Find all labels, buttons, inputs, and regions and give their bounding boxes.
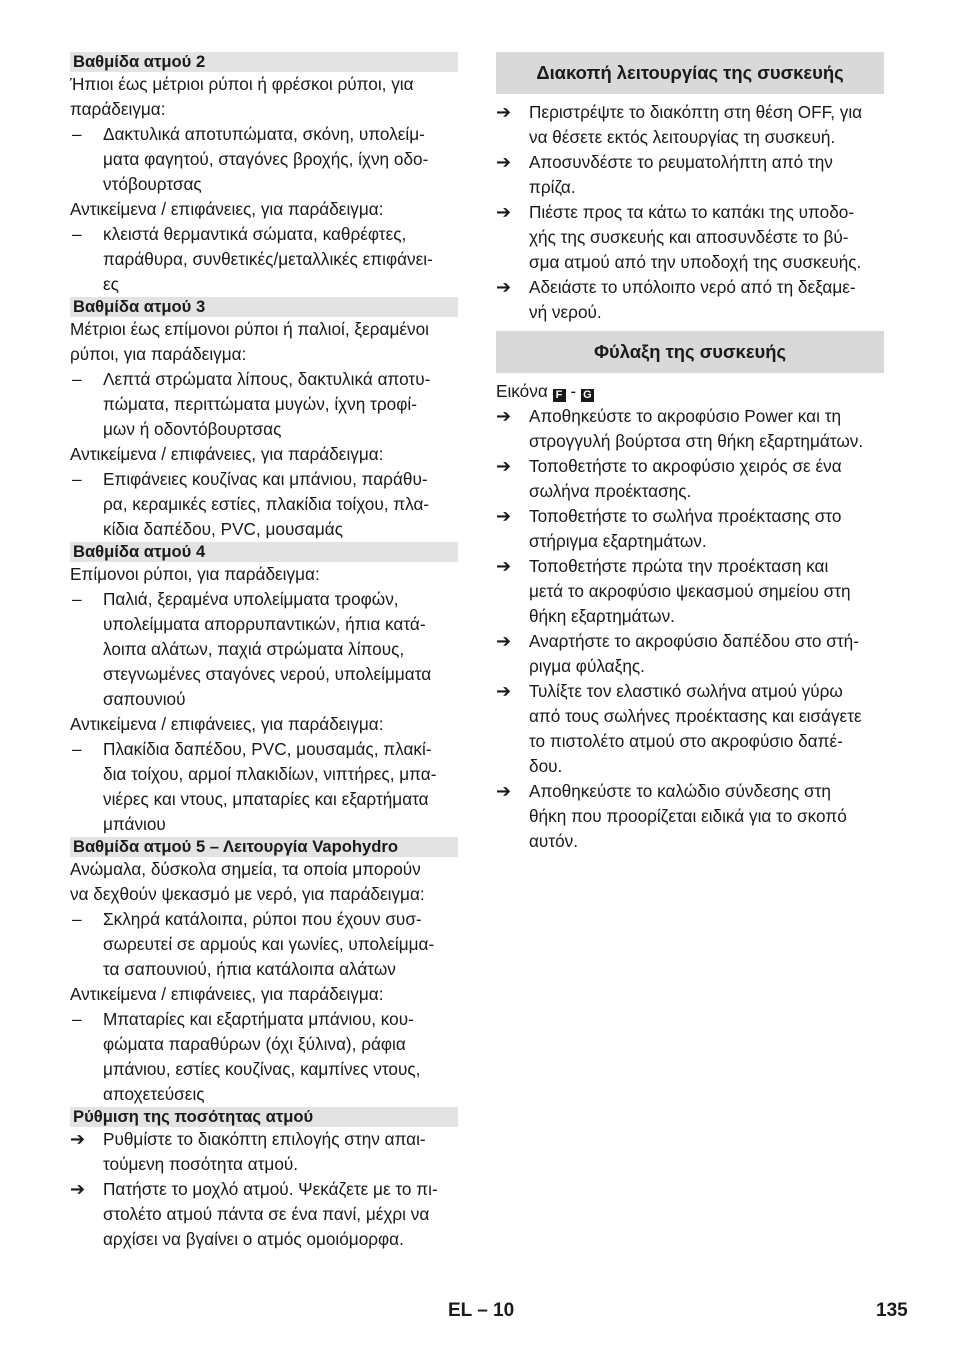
arrow-right-icon: ➔ (496, 556, 512, 576)
arrow-right-icon: ➔ (496, 681, 512, 701)
shutdown-step-1: ➔ Περιστρέψτε το διακόπτη στη θέση OFF, για να θέσετε εκτός λειτουργίας τη συσκευή. (496, 102, 863, 147)
storage-step-2: ➔ Τοποθετήστε το ακροφύσιο χειρός σε ένα σωλήνα προέκτασης. (496, 456, 842, 501)
shutdown-heading: Διακοπή λειτουργίας της συσκευής (496, 52, 884, 94)
steam-amount-heading: Ρύθμιση της ποσότητας ατμού (70, 1107, 458, 1127)
right-column (496, 52, 884, 854)
storage-heading: Φύλαξη της συσκευής (496, 331, 884, 373)
storage-step-7: ➔ Αποθηκεύστε το καλώδιο σύνδεσης στη θήκη που προορίζεται ειδικά για το σκοπό αυτόν. (496, 781, 847, 851)
arrow-right-icon: ➔ (496, 102, 512, 122)
storage-step-4: ➔ Τοποθετήστε πρώτα την προέκταση και μετά το ακροφύσιο ψεκασμού σημείου στη θήκη εξαρτημάτων. (496, 556, 851, 626)
steam-level-3-dirt-item: – Λεπτά στρώματα λίπους, δακτυλικά αποτυ- πώματα, περιττώματα μυγών, ίχνη τροφί- μων ή οδοντόβουρτσας (72, 369, 431, 439)
shutdown-step-2: ➔ Αποσυνδέστε το ρευματολήπτη από την πρίζα. (496, 152, 833, 197)
steam-amount-step-2: ➔ Πατήστε το μοχλό ατμού. Ψεκάζετε με το πι- στολέτο ατμού πάντα σε ένα πανί, μέχρι να αρχίσει να βγαίνει ο ατμός ομοιόμορφα. (70, 1179, 438, 1249)
dash-bullet: – (72, 224, 82, 244)
arrow-right-icon: ➔ (496, 406, 512, 426)
storage-step-3: ➔ Τοποθετήστε το σωλήνα προέκτασης στο στήριγμα εξαρτημάτων. (496, 506, 842, 551)
page-number: 135 (876, 1300, 908, 1321)
steam-level-3-intro: Μέτριοι έως επίμονοι ρύποι ή παλιοί, ξεραμένοι ρύποι, για παράδειγμα: (70, 319, 429, 364)
storage-step-5: ➔ Αναρτήστε το ακροφύσιο δαπέδου στο στή- ριγμα φύλαξης. (496, 631, 859, 676)
storage-step-6: ➔ Τυλίξτε τον ελαστικό σωλήνα ατμού γύρω από τους σωλήνες προέκτασης και εισάγετε το πιστολέτο ατμού στο ακροφύσιο δαπέ- δου. (496, 681, 862, 776)
dash-bullet: – (72, 469, 82, 489)
steam-level-4-surfaces-item: – Πλακίδια δαπέδου, PVC, μουσαμάς, πλακί- δια τοίχου, αρμοί πλακιδίων, νιπτήρες, μπα- νιέρες και ντους, μπαταρίες και εξαρτήματα μπάνιου (72, 739, 437, 834)
storage-step-1: ➔ Αποθηκεύστε το ακροφύσιο Power και τη στρογγυλή βούρτσα στη θήκη εξαρτημάτων. (496, 406, 864, 451)
left-column (70, 52, 458, 1252)
steam-level-2-heading: Βαθμίδα ατμού 2 (70, 52, 458, 72)
steam-level-3-surfaces-item: – Επιφάνειες κουζίνας και μπάνιου, παράθυ- ρα, κεραμικές εστίες, πλακίδια τοίχου, πλα- κίδια δαπέδου, PVC, μουσαμάς (72, 469, 430, 539)
steam-level-5-heading: Βαθμίδα ατμού 5 – Λειτουργία Vapohydro (70, 837, 458, 857)
arrow-right-icon: ➔ (496, 781, 512, 801)
steam-level-5-intro: Ανώμαλα, δύσκολα σημεία, τα οποία μπορούν να δεχθούν ψεκασμό με νερό, για παράδειγμα: (70, 859, 425, 904)
shutdown-step-4: ➔ Αδειάστε το υπόλοιπο νερό από τη δεξαμε- νή νερού. (496, 277, 856, 322)
steam-level-4-intro: Επίμονοι ρύποι, για παράδειγμα: (70, 564, 320, 584)
dash-bullet: – (72, 589, 82, 609)
figure-reference: Εικόνα F - G (496, 379, 884, 404)
steam-level-5-dirt-item: – Σκληρά κατάλοιπα, ρύποι που έχουν συσ- σωρευτεί σε αρμούς και γωνίες, υπολείμμα- τα σαπουνιού, ήπια κατάλοιπα αλάτων (72, 909, 435, 979)
dash-bullet: – (72, 1009, 82, 1029)
steam-level-5-objects-label: Αντικείμενα / επιφάνειες, για παράδειγμα: (70, 984, 384, 1004)
steam-level-5-surfaces-item: – Μπαταρίες και εξαρτήματα μπάνιου, κου- φώματα παραθύρων (όχι ξύλινα), ράφια μπάνιου, εστίες κουζίνας, καμπίνες ντους, αποχετεύσεις (72, 1009, 421, 1104)
figure-g-label: G (581, 389, 594, 402)
steam-level-4-heading: Βαθμίδα ατμού 4 (70, 542, 458, 562)
steam-level-4-objects-label: Αντικείμενα / επιφάνειες, για παράδειγμα: (70, 714, 384, 734)
steam-level-4-dirt-item: – Παλιά, ξεραμένα υπολείμματα τροφών, υπολείμματα απορρυπαντικών, ήπια κατά- λοιπα αλάτων, παχιά στρώματα λίπους, στεγνωμένες σταγόνες νερού, υπολείμματα σαπουνιού (72, 589, 432, 709)
steam-level-2-dirt-item: – Δακτυλικά αποτυπώματα, σκόνη, υπολείμ- ματα φαγητού, σταγόνες βροχής, ίχνη οδο- ντόβουρτσας (72, 124, 429, 194)
dash-bullet: – (72, 909, 82, 929)
arrow-right-icon: ➔ (70, 1129, 86, 1149)
dash-bullet: – (72, 369, 82, 389)
figure-f-label: F (553, 389, 566, 402)
steam-amount-step-1: ➔ Ρυθμίστε το διακόπτη επιλογής στην απαι- τούμενη ποσότητα ατμού. (70, 1129, 426, 1174)
shutdown-step-3: ➔ Πιέστε προς τα κάτω το καπάκι της υποδο- χής της συσκευής και αποσυνδέστε το βύ- σμα ατμού από την υποδοχή της συσκευής. (496, 202, 862, 272)
arrow-right-icon: ➔ (496, 152, 512, 172)
steam-level-2-intro: Ήπιοι έως μέτριοι ρύποι ή φρέσκοι ρύποι, για παράδειγμα: (70, 74, 414, 119)
dash-bullet: – (72, 739, 82, 759)
arrow-right-icon: ➔ (496, 631, 512, 651)
dash-bullet: – (72, 124, 82, 144)
arrow-right-icon: ➔ (496, 456, 512, 476)
arrow-right-icon: ➔ (496, 277, 512, 297)
arrow-right-icon: ➔ (496, 202, 512, 222)
arrow-right-icon: ➔ (70, 1179, 86, 1199)
footer-section-code: EL – 10 (448, 1300, 515, 1321)
steam-level-3-objects-label: Αντικείμενα / επιφάνειες, για παράδειγμα: (70, 444, 384, 464)
steam-level-3-heading: Βαθμίδα ατμού 3 (70, 297, 458, 317)
steam-level-2-surfaces-item: – κλειστά θερμαντικά σώματα, καθρέφτες, παράθυρα, συνθετικές/μεταλλικές επιφάνει- ες (72, 224, 433, 294)
steam-level-2-objects-label: Αντικείμενα / επιφάνειες, για παράδειγμα: (70, 199, 384, 219)
arrow-right-icon: ➔ (496, 506, 512, 526)
